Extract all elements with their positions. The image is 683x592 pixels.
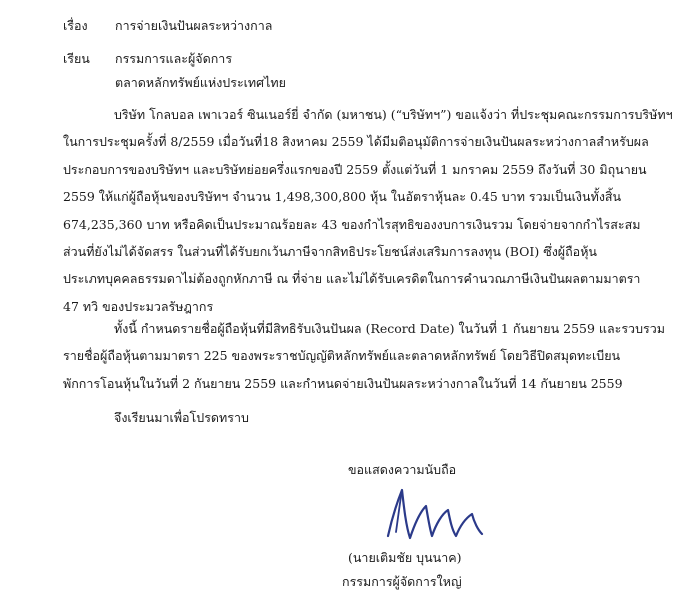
body-paragraph-2 [63, 315, 663, 397]
to-label: เรียน [63, 51, 90, 66]
paragraph-line: บริษัท โกลบอล เพาเวอร์ ซินเนอร์ยี่ จำกัด (มหาชน) (“บริษัทฯ”) ขอแจ้งว่า ที่ประชุมคณะกรรมการบริษัทฯ [114, 107, 673, 122]
paragraph-line: ประเภทบุคคลธรรมดาไม่ต้องถูกหักภาษี ณ ที่จ่าย และไม่ได้รับเครดิตในการคำนวณภาษีเงินปันผลตามมาตรา [63, 271, 641, 287]
regards-text: ขอแสดงความนับถือ [348, 462, 457, 477]
paragraph-line: ส่วนที่ยังไม่ได้จัดสรร ในส่วนที่ได้รับยกเว้นภาษีจากสิทธิประโยชน์ส่งเสริมการลงทุน (BOI) ซึ่งผู้ถือหุ้น [63, 243, 597, 259]
paragraph-line: รายชื่อผู้ถือหุ้นตามมาตรา 225 ของพระราชบัญญัติหลักทรัพย์และตลาดหลักทรัพย์ โดยวิธีปิดสมุดทะเบียน [63, 348, 621, 364]
body-paragraph-1 [63, 101, 673, 320]
paragraph-line: 674,235,360 บาท หรือคิดเป็นประมาณร้อยละ 43 ของกำไรสุทธิของงบการเงินรวม โดยจ่ายจากกำไรสะสม [63, 216, 641, 232]
closing-text: จึงเรียนมาเพื่อโปรดทราบ [114, 410, 249, 425]
to-line-1: กรรมการและผู้จัดการ [115, 51, 233, 66]
subject-text: การจ่ายเงินปันผลระหว่างกาล [115, 18, 273, 33]
paragraph-line: ประกอบการของบริษัทฯ และบริษัทย่อยครึ่งแรกของปี 2559 ตั้งแต่วันที่ 1 มกราคม 2559 ถึงวันที่ 30 มิถุนายน [63, 161, 647, 177]
paragraph-line: ในการประชุมครั้งที่ 8/2559 เมื่อวันที่18 สิงหาคม 2559 ได้มีมติอนุมัติการจ่ายเงินปันผลระหว่างกาลสำหรับผล [63, 134, 649, 150]
signatory-title: กรรมการผู้จัดการใหญ่ [342, 574, 462, 589]
subject-label: เรื่อง [63, 18, 88, 33]
paragraph-line: พักการโอนหุ้นในวันที่ 2 กันยายน 2559 และกำหนดจ่ายเงินปันผลระหว่างกาลในวันที่ 14 กันยายน 2559 [63, 375, 623, 391]
signatory-name: (นายเติมชัย บุนนาค) [348, 550, 462, 565]
paragraph-line: 47 ทวิ ของประมวลรัษฎากร [63, 298, 214, 314]
paragraph-line: ทั้งนี้ กำหนดรายชื่อผู้ถือหุ้นที่มีสิทธิรับเงินปันผล (Record Date) ในวันที่ 1 กันยายน 2559 และรวบรวม [114, 321, 665, 336]
paragraph-line: 2559 ให้แก่ผู้ถือหุ้นของบริษัทฯ จำนวน 1,498,300,800 หุ้น ในอัตราหุ้นละ 0.45 บาท รวมเป็นเงินทั้งสิ้น [63, 189, 622, 205]
handwritten-signature [380, 478, 520, 548]
to-line-2: ตลาดหลักทรัพย์แห่งประเทศไทย [115, 75, 286, 90]
